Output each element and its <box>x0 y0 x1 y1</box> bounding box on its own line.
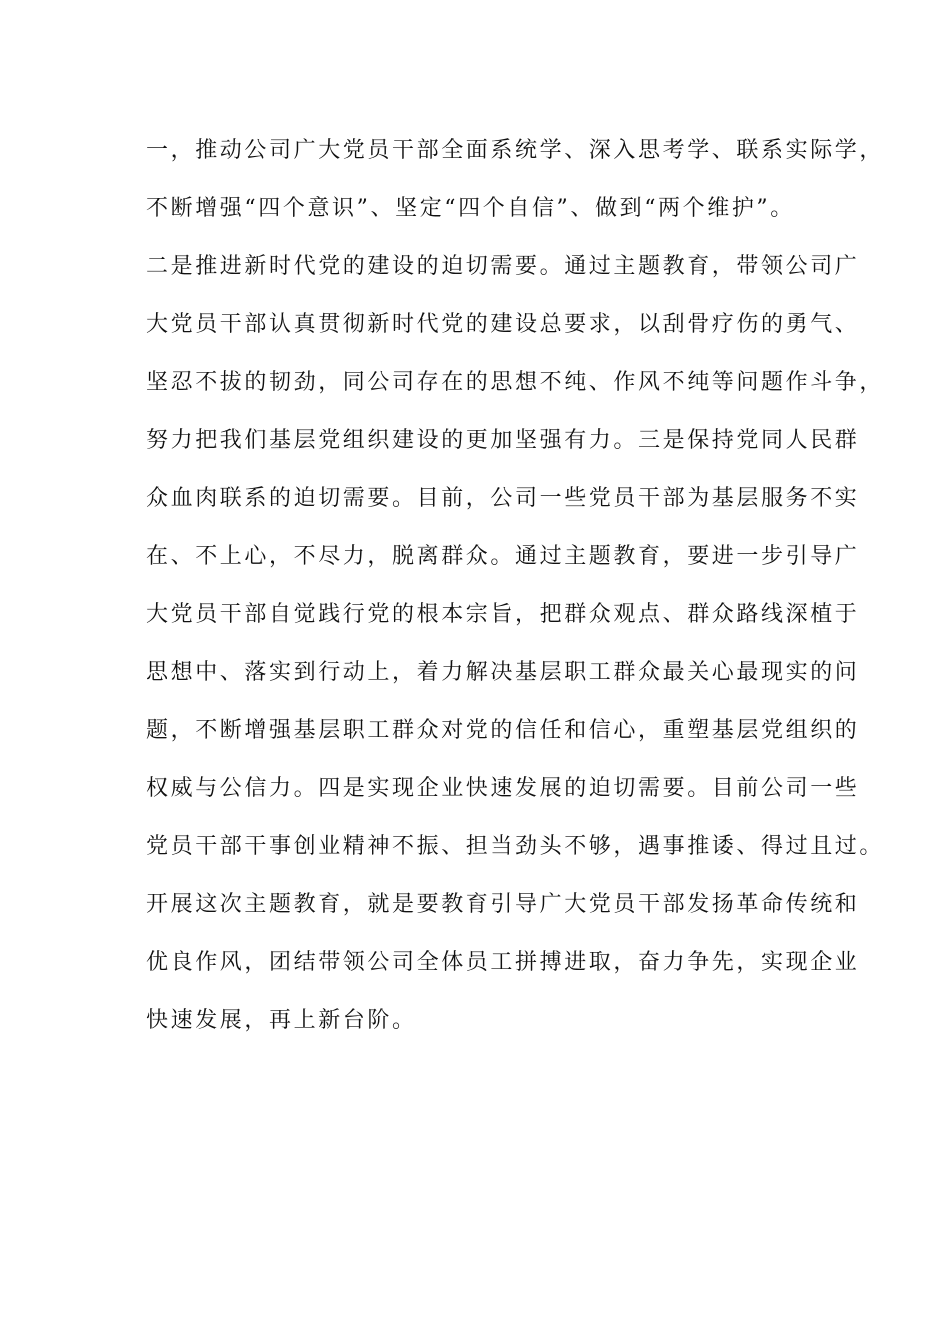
text-line: 众血肉联系的迫切需要。目前，公司一些党员干部为基层服务不实 <box>146 486 860 511</box>
text-line: 二是推进新时代党的建设的迫切需要。通过主题教育，带领公司广 <box>146 254 860 279</box>
text-line: 坚忍不拔的韧劲，同公司存在的思想不纯、作风不纯等问题作斗争， <box>146 370 885 395</box>
text-line: 快速发展，再上新台阶。 <box>146 1008 417 1033</box>
text-line: 不断增强“四个意识”、坚定“四个自信”、做到“两个维护”。 <box>146 196 795 221</box>
text-line: 在、不上心，不尽力，脱离群众。通过主题教育，要进一步引导广 <box>146 544 860 569</box>
text-line: 努力把我们基层党组织建设的更加坚强有力。三是保持党同人民群 <box>146 428 860 453</box>
text-line: 一，推动公司广大党员干部全面系统学、深入思考学、联系实际学， <box>146 138 885 163</box>
text-line: 权威与公信力。四是实现企业快速发展的迫切需要。目前公司一些 <box>146 776 860 801</box>
text-line: 大党员干部认真贯彻新时代党的建设总要求，以刮骨疗伤的勇气、 <box>146 312 860 337</box>
body-text <box>146 128 885 1056</box>
text-line: 思想中、落实到行动上，着力解决基层职工群众最关心最现实的问 <box>146 660 860 685</box>
text-line: 开展这次主题教育，就是要教育引导广大党员干部发扬革命传统和 <box>146 892 860 917</box>
text-line: 优良作风，团结带领公司全体员工拼搏进取，奋力争先，实现企业 <box>146 950 860 975</box>
text-line: 大党员干部自觉践行党的根本宗旨，把群众观点、群众路线深植于 <box>146 602 860 627</box>
text-line: 党员干部干事创业精神不振、担当劲头不够，遇事推诿、得过且过。 <box>146 834 885 859</box>
text-line: 题，不断增强基层职工群众对党的信任和信心，重塑基层党组织的 <box>146 718 860 743</box>
